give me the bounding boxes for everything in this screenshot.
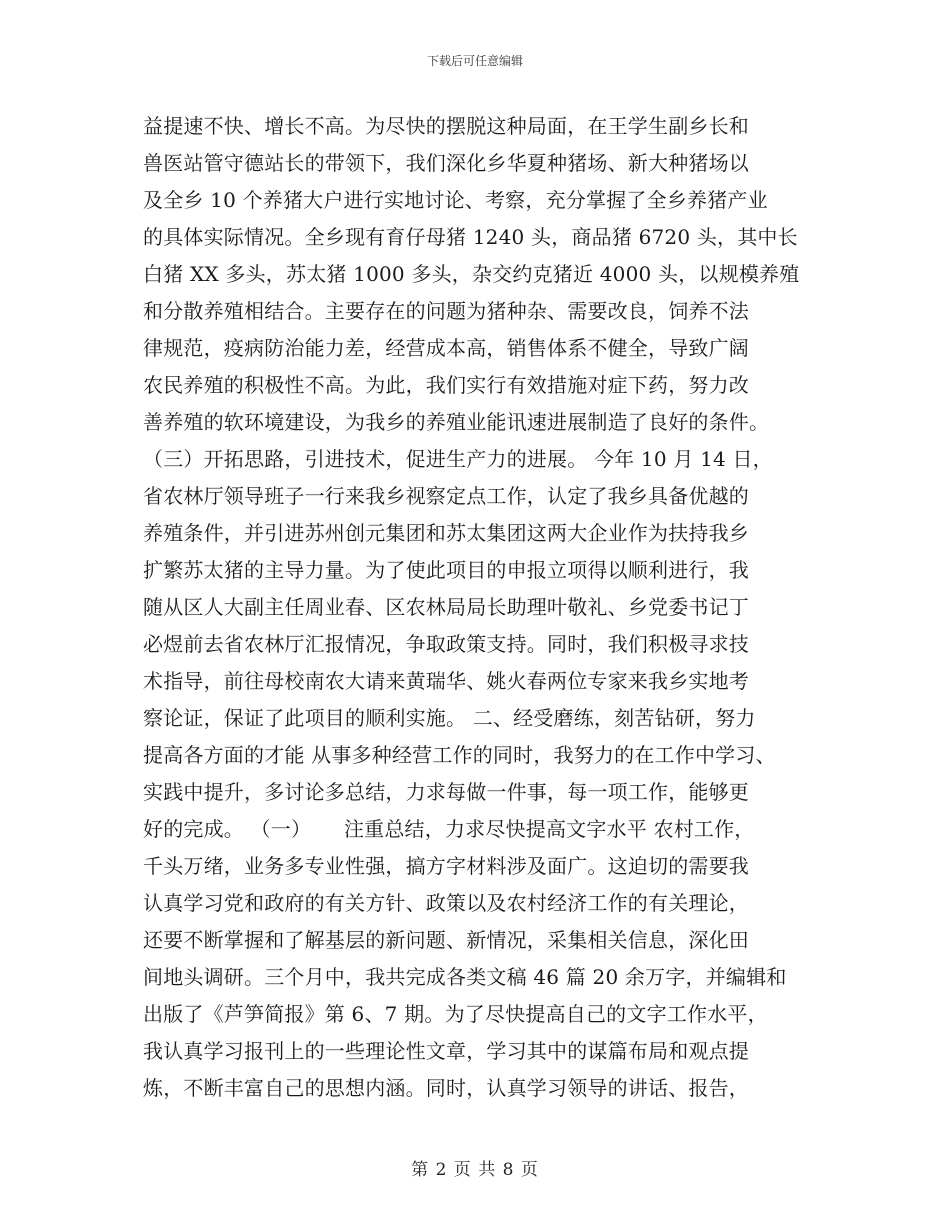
text-line: 认真学习党和政府的有关方针、政策以及农村经济工作的有关理论，	[143, 891, 749, 915]
text-line: 好的完成。 （一） 注重总结，力求尽快提高文字水平 农村工作，	[143, 817, 755, 841]
text-line: 兽医站管守德站长的带领下，我们深化乡华夏种猪场、新大种猪场以	[143, 151, 749, 175]
text-line: 和分散养殖相结合。主要存在的问题为猪种杂、需要改良，饲养不法	[143, 299, 749, 323]
text-line: 千头万绪，业务多专业性强，搞方字材料涉及面广。这迫切的需要我	[143, 854, 749, 878]
text-line: 术指导，前往母校南农大请来黄瑞华、姚火春两位专家来我乡实地考	[143, 669, 749, 693]
text-line: （三）开拓思路，引进技术，促进生产力的进展。 今年 10 月 14 日，	[143, 447, 773, 471]
text-line: 炼，不断丰富自己的思想内涵。同时，认真学习领导的讲话、报告，	[143, 1076, 749, 1100]
text-line: 农民养殖的积极性不高。为此，我们实行有效措施对症下药，努力改	[143, 373, 749, 397]
document-body	[143, 108, 843, 1107]
text-line: 实践中提升，多讨论多总结，力求每做一件事，每一项工作，能够更	[143, 780, 749, 804]
text-line: 及全乡 10 个养猪大户进行实地讨论、考察，充分掌握了全乡养猪产业	[143, 188, 768, 212]
text-line: 出版了《芦笋简报》第 6、7 期。为了尽快提高自己的文字工作水平，	[143, 1002, 768, 1026]
text-line: 白猪 XX 多头，苏太猪 1000 多头，杂交约克猪近 4000 头，以规模养殖	[143, 262, 800, 286]
page-header-note: 下载后可任意编辑	[426, 54, 523, 68]
text-line: 察论证，保证了此项目的顺利实施。 二、经受磨练，刻苦钻研，努力	[143, 706, 756, 730]
text-line: 随从区人大副主任周业春、区农林局局长助理叶敬礼、乡党委书记丁	[143, 595, 749, 619]
text-line: 还要不断掌握和了解基层的新问题、新情况，采集相关信息，深化田	[143, 928, 749, 952]
text-line: 提高各方面的才能 从事多种经营工作的同时，我努力的在工作中学习、	[143, 743, 776, 767]
text-line: 益提速不快、增长不高。为尽快的摆脱这种局面，在王学生副乡长和	[143, 114, 749, 138]
text-line: 养殖条件，并引进苏州创元集团和苏太集团这两大企业作为扶持我乡	[143, 521, 749, 545]
text-line: 我认真学习报刊上的一些理论性文章，学习其中的谋篇布局和观点提	[143, 1039, 749, 1063]
text-line: 间地头调研。三个月中，我共完成各类文稿 46 篇 20 余万字，并编辑和	[143, 965, 787, 989]
text-line: 善养殖的软环境建设，为我乡的养殖业能讯速进展制造了良好的条件。	[143, 410, 770, 434]
text-line: 律规范，疫病防治能力差，经营成本高，销售体系不健全，导致广阔	[143, 336, 749, 360]
text-line: 扩繁苏太猪的主导力量。为了使此项目的申报立项得以顺利进行，我	[143, 558, 749, 582]
text-line: 省农林厅领导班子一行来我乡视察定点工作，认定了我乡具备优越的	[143, 484, 749, 508]
text-line: 必煜前去省农林厅汇报情况，争取政策支持。同时，我们积极寻求技	[143, 632, 749, 656]
text-line: 的具体实际情况。全乡现有育仔母猪 1240 头，商品猪 6720 头，其中长	[143, 225, 798, 249]
page-number-footer: 第 2 页 共 8 页	[411, 1160, 539, 1180]
